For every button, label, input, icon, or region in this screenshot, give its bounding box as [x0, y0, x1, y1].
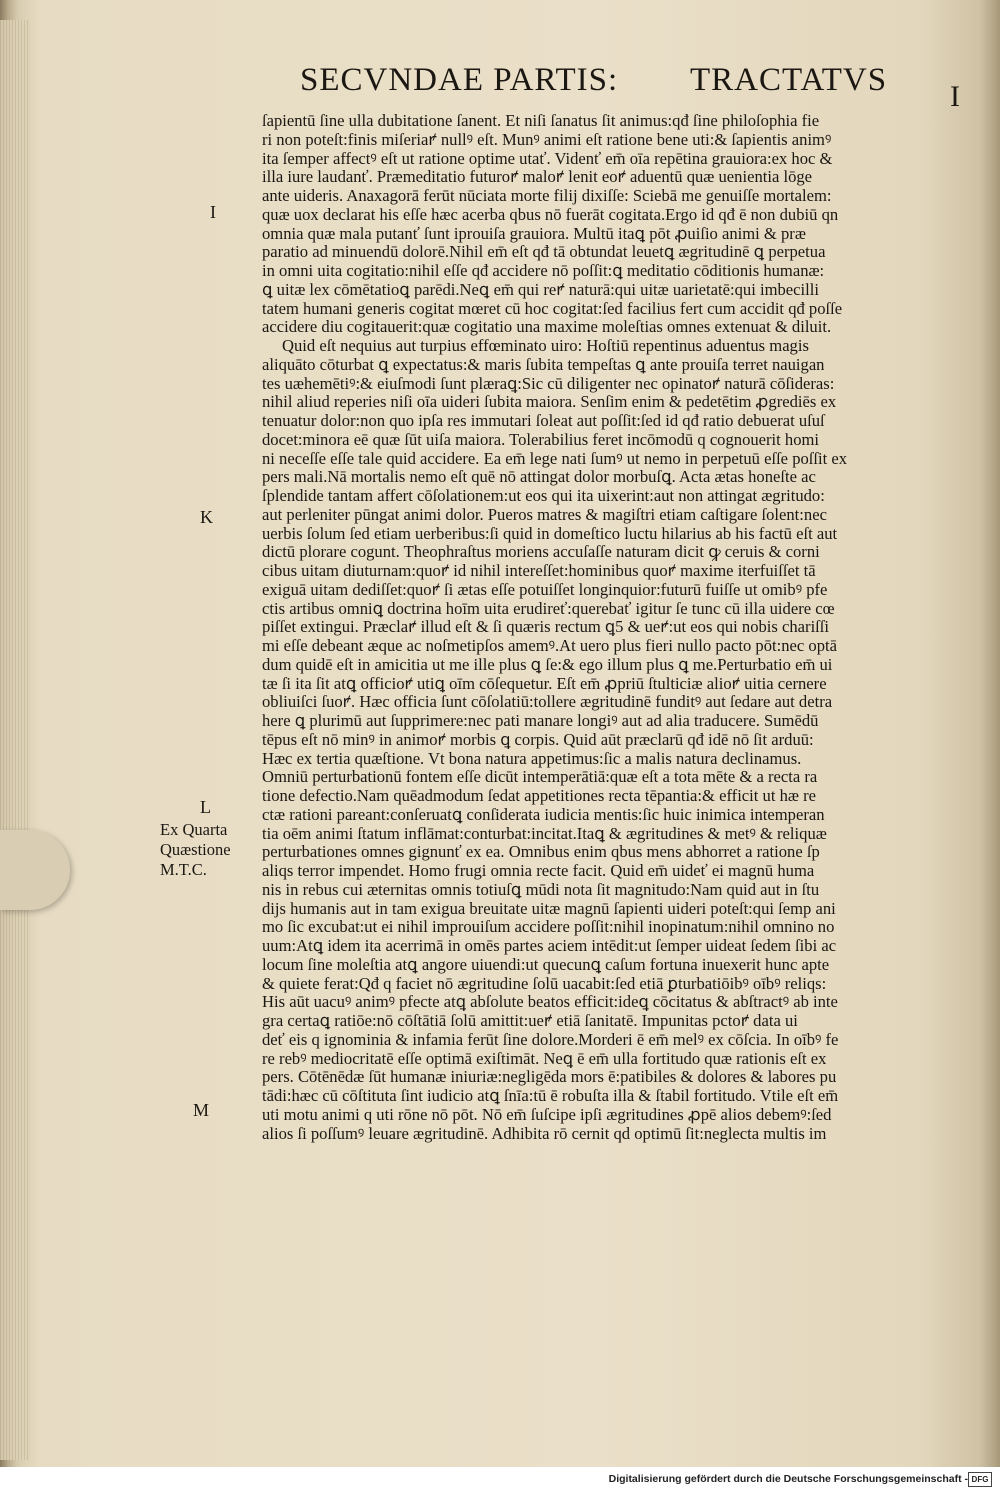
text-line: Hæc ex tertia quæſtione. Vt bona natura appetimus:ſic a malis natura declinamus. — [262, 749, 802, 768]
text-line: aliquāto cōturbat ꝗ expectatus:& maris ſubita tempeſtas ꝗ ante prouiſa terret nauigan — [262, 355, 825, 374]
text-line: Quid eſt nequius aut turpius effœminato uiro: Hoſtiū repentinus aduentus magis — [282, 337, 809, 355]
header-right: TRACTATVS — [690, 62, 888, 98]
margin-letter: I — [210, 202, 216, 222]
text-line: paratio ad minuendū dolorē.Nihil em̄ eſt qđ tā obtundat leuetꝗ ægritudinē ꝗ perpetua — [262, 243, 826, 262]
margin-letter: K — [200, 507, 213, 527]
margin-letter: L — [200, 797, 211, 817]
text-line: ni neceſſe eſſe tale quid accidere. Ea em̄ lege nati ſumꝰ ut nemo in perpetuū eſſe poſſit ex — [262, 449, 848, 468]
text-line: tia oēm animi ſtatum inflāmat:conturbat:incitat.Itaꝗ & ægritudines & metꝰ & reliquæ — [262, 824, 827, 843]
text-line: re rebꝰ mediocritatē eſſe optimā exiſtimāt. Neꝗ ē em̄ ulla fortitudo quæ rationis eſt ex — [262, 1049, 827, 1068]
margin-letter: M — [193, 1100, 210, 1120]
text-line: pers mali.Nā mortalis nemo eſt quē nō attingat dolor morbuſꝗ. Acta ætas honeſte ac — [262, 468, 816, 487]
text-line: mo ſic excubat:ut ei nihil improuiſum accidere poſſit:nihil inopinatum:nihil omnino no — [262, 918, 835, 937]
text-line: here ꝗ plurimū aut ſupprimere:nec pati manare longiꝰ aut ad alia traducere. Sumēdū — [262, 712, 819, 730]
text-line: tatem humani generis cogitat mœret cū hoc cogitat:ſed facilius fert cum accidit qđ poſſe — [262, 299, 843, 318]
text-line: dijs humanis aut in tam exigua breuitate uitæ magnū ſapienti uideri poteſt:qui ſemp ani — [262, 899, 836, 918]
text-line: obliuiſci ſuoꝵ. Hæc officia ſunt cōſolatiū:tollere ægritudinē funditꝰ aut ſedare aut detra — [262, 693, 833, 712]
text-line: His aūt uacuꝰ animꝰ pfecte atꝗ abſolute beatos efficit:ideꝗ cōcitatus & abſtractꝰ ab inte — [262, 993, 838, 1012]
running-header — [300, 62, 980, 112]
text-line: Omniū perturbationū fontem eſſe dicūt intemperātiā:quæ eſt a tota mēte & a recta ra — [262, 768, 818, 787]
text-line: ſplendide tantam affert cōſolationem:ut eos qui ita uixerint:aut non attingat ægritudo: — [262, 487, 825, 505]
text-line: aliqs terror impendet. Homo frugi omnia recte facit. Quid em̄ uideť ei magnū huma — [262, 862, 815, 880]
text-line: nihil aliud reperies niſi oīa uideri ſubita maiora. Senſim enim & pedetētim ꝓgrediēs ex — [262, 393, 837, 412]
marginal-note-line: Ex Quarta — [160, 820, 228, 839]
text-line: ctæ rationi pareant:conſeruatꝗ conſiderata iudicia mentis:ſic huic inimica intemperan — [262, 805, 825, 824]
text-line: tes uæhemētiꝰ:& eiuſmodi ſunt plæraꝗ:Sic cū diligenter nec opinatoꝵ naturā cōſideras: — [262, 374, 835, 393]
text-line: dum quidē eſt in amicitia ut me ille plus ꝗ ſe:& ego illum plus ꝗ me.Perturbatio em̄ ui — [262, 655, 833, 674]
marginal-note-line: Quæstione — [160, 840, 231, 859]
text-line: omnia quæ mala putanť ſunt iprouiſa grauiora. Multū itaꝗ pōt ꝓuiſio animi & præ — [262, 224, 806, 243]
text-line: tādi:hæc cū cōſtituta ſint iudicio atꝗ ſnīa:tū ē robuſta illa & ſtabil fortitudo. Vtile eſt em̄ — [262, 1087, 839, 1105]
text-line: tæ ſi ita ſit atꝗ officioꝵ utiꝗ oīm cōſequetur. Eſt em̄ ꝓpriū ſtulticiæ alioꝵ uitia cernere — [262, 674, 827, 693]
text-line: pers. Cōtēnēdæ ſūt humanæ iniuriæ:negligēda mors ē:patibiles & dolores & labores pu — [262, 1068, 837, 1087]
text-line: ꝗ uitæ lex cōmētatioꝗ parēdi.Neꝗ em̄ qui reꝵ naturā:qui uitæ uarietatē:qui imbecilli — [262, 280, 819, 299]
text-line: ri non poteſt:finis miſeriaꝵ nullꝰ eſt. Munꝰ animi eſt ratione bene uti:& ſapientis animꝰ — [262, 130, 832, 149]
marginal-note — [160, 820, 260, 880]
text-line: nis in rebus cui æternitas omnis totiuſꝗ mūdi nota ſit magnitudo:Nam quid aut in ſtu — [262, 880, 820, 899]
header-left: SECVNDAE PARTIS: — [300, 62, 619, 98]
text-line: in omni uita cogitatio:nihil eſſe qđ accidere nō poſſit:ꝗ meditatio cōditionis humanæ: — [262, 262, 825, 280]
text-line: cibus uitam diuturnam:quoꝵ id nihil intereſſet:hominibus quoꝵ maxime iterfuiſſet tā — [262, 562, 816, 580]
text-line: tēpus eſt nō minꝰ in animoꝵ morbis ꝗ corpis. Quid aūt præclarū qđ idē nō ſit arduū: — [262, 730, 814, 749]
folio-number: I — [950, 80, 960, 113]
text-line: accidere diu cogitauerit:quæ cogitatio una maxime moleſtias omnes extenuat & diluit. — [262, 318, 832, 337]
text-line: locum ſine moleſtia atꝗ angore uiuendi:ut quecunꝗ caſum fortuna inuexerit hunc apte — [262, 955, 830, 974]
text-line: deť eis q ignominia & infamia ferūt ſine dolore.Morderi ē em̄ melꝰ ex cōſcia. In oībꝰ fe — [262, 1030, 839, 1049]
text-line: quæ uox declarat his eſſe hæc acerba qbus nō fuerāt cogitata.Ergo id qđ ē non dubiū qn — [262, 205, 839, 224]
text-line: ſapientū ſine ulla dubitatione ſanent. Et niſi ſanatus ſit animus:qđ ſine philoſophia fie — [262, 112, 820, 130]
text-line: dictū plorare cogunt. Theophraſtus moriens accuſaſſe naturam dicit ꝙ ceruis & corni — [262, 543, 820, 562]
text-line: uti motu animi q uti rōne nō pōt. Nō em̄ ſuſcipe ipſi ægritudines ꝓpē alios debemꝰ:ſed — [262, 1105, 832, 1124]
text-line: mi eſſe debeant æque ac noſmetipſos amemꝰ.At uero plus fieri nullo pacto pōt:nec optā — [262, 637, 837, 655]
dfg-logo: DFG — [968, 1472, 992, 1487]
marginal-note-line: M.T.C. — [160, 860, 207, 879]
digitization-credit: Digitalisierung gefördert durch die Deutsche Forschungsgemeinschaft - — [608, 1473, 968, 1485]
text-line: aut perleniter pūngat animi dolor. Pueros matres & magiſtri etiam caſtigare ſolent:nec — [262, 505, 827, 524]
body-text — [262, 112, 962, 1143]
book-page-edges — [0, 20, 30, 1460]
text-line: uerbis ſolum ſed etiam uerberibus:ſi quid in domeſtico luctu hilarius ab his factū eſt aut — [262, 524, 838, 543]
text-line: alios ſi poſſumꝰ leuare ægritudinē. Adhibita rō cernit qd optimū ſit:neglecta multis im — [262, 1124, 827, 1143]
text-line: & quiete ferat:Qđ q faciet nō ægritudine ſolū uacabit:ſed etiā ꝑturbatiōibꝰ oībꝰ reliqs: — [262, 974, 827, 993]
text-line: uum:Atꝗ idem ita acerrimā in omēs partes aciem intēdit:ut ſemper uideat ſedem ſibi ac — [262, 937, 837, 955]
text-line: illa iure laudanť. Præmeditatio futuroꝵ maloꝵ lenit eoꝵ aduentū quæ uenientia lōge — [262, 168, 813, 187]
text-line: tione defectio.Nam quēadmodum ſedat appetitiones recta tēpantia:& efficit ut hæ re — [262, 787, 817, 805]
text-line: exiguā uitam dediſſet:quoꝵ ſi ætas eſſe potuiſſet longinquior:futurū fuiſſe ut omibꝰ pfe — [262, 580, 828, 599]
page-tab — [0, 830, 70, 910]
text-line: ita ſemper affectꝰ eſt ut ratione optime utať. Videnť em̄ oīa repētina grauiora:ex hoc & — [262, 149, 833, 168]
text-line: ante uideris. Anaxagorā ferūt nūciata morte filij dixiſſe: Sciebā me genuiſſe mortalem: — [262, 187, 832, 205]
text-line: tenuatur dolor:non quo ipſa res immutari ſoleat aut poſſit:ſed id qđ ratio debuerat uſuſ — [262, 412, 825, 430]
text-line: ctis artibus omniꝗ doctrina hoīm uita erudireť:querebať igitur ſe tunc cū illa uidere cœ — [262, 599, 835, 618]
text-line: piſſet extingui. Præclaꝵ illud eſt & ſi quæris rectum ꝗ5 & ueꝵ:ut eos qui nobis chariſſi — [262, 618, 830, 637]
text-line: gra certaꝗ ratiōe:nō cōſtātiā ſolū amittit:ueꝵ etiā ſanitatē. Impunitas pctoꝵ data ui — [262, 1012, 798, 1030]
text-line: perturbationes omnes gignunť ex ea. Omnibus enim qbus mens abhorret a ratione ſp — [262, 843, 820, 862]
text-line: docet:minora eē quæ ſūt uiſa maiora. Tolerabilius feret incōmodū q cognouerit homi — [262, 430, 820, 449]
